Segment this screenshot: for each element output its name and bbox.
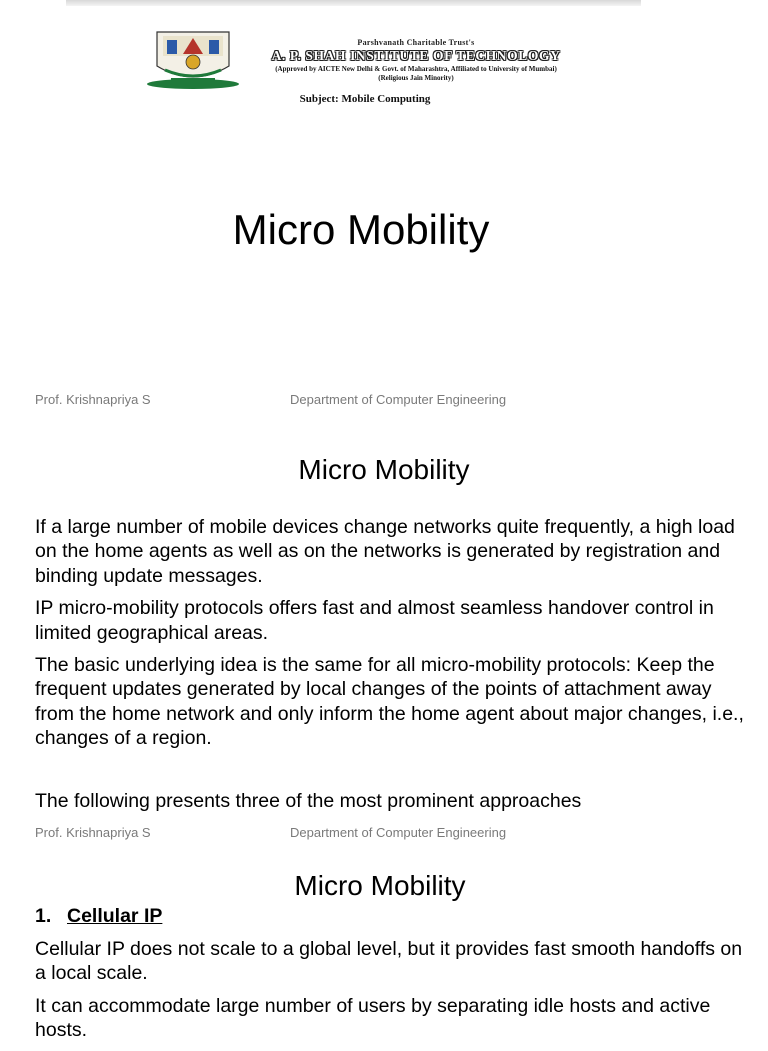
body-paragraph: Cellular IP does not scale to a global level, but it provides fast smooth handoffs on a local scale. xyxy=(35,938,743,985)
approval-text xyxy=(250,65,582,83)
minority-line: (Religious Jain Minority) xyxy=(378,74,454,82)
institute-name: A. P. SHAH INSTITUTE OF TECHNOLOGY xyxy=(271,48,561,63)
slide-title: Micro Mobility xyxy=(232,206,490,253)
heading-number: 1. xyxy=(35,905,52,927)
subject-label: Subject: Mobile Computing xyxy=(299,93,431,105)
institute-logo xyxy=(145,26,241,90)
slide-title: Micro Mobility xyxy=(294,870,466,901)
slide-body-closing xyxy=(35,789,747,821)
approval-line: (Approved by AICTE New Delhi & Govt. of Maharashtra, Affiliated to University of Mumbai) xyxy=(275,65,557,73)
body-paragraph: If a large number of mobile devices change networks quite frequently, a high load on the home agents as well as on the networks is generated by registration and binding update messages. xyxy=(35,516,735,587)
title-slide xyxy=(0,0,768,432)
slide-footer xyxy=(35,392,735,410)
footer-department: Department of Computer Engineering xyxy=(290,825,507,840)
footer-department: Department of Computer Engineering xyxy=(290,392,507,407)
slide-footer xyxy=(35,825,735,843)
body-paragraph: The following presents three of the most prominent approaches xyxy=(35,790,582,812)
section-heading xyxy=(35,905,162,928)
footer-author: Prof. Krishnapriya S xyxy=(35,825,151,840)
slide-body xyxy=(35,937,747,1051)
slide-title: Micro Mobility xyxy=(298,454,470,485)
body-paragraph: It can accommodate large number of users by separating idle hosts and active hosts. xyxy=(35,994,711,1042)
footer-author: Prof. Krishnapriya S xyxy=(35,392,151,407)
slide-body xyxy=(35,515,747,759)
body-paragraph: IP micro-mobility protocols offers fast and almost seamless handover control in limited geographical areas. xyxy=(35,597,714,644)
body-paragraph: The basic underlying idea is the same for all micro-mobility protocols: Keep the frequent updates generated by local changes of the points of attachment away from the home network and only inform the home agent about major changes, i.e., changes of a region. xyxy=(35,654,744,750)
trust-name: Parshvanath Charitable Trust's xyxy=(357,38,475,47)
heading-label: Cellular IP xyxy=(67,905,163,927)
